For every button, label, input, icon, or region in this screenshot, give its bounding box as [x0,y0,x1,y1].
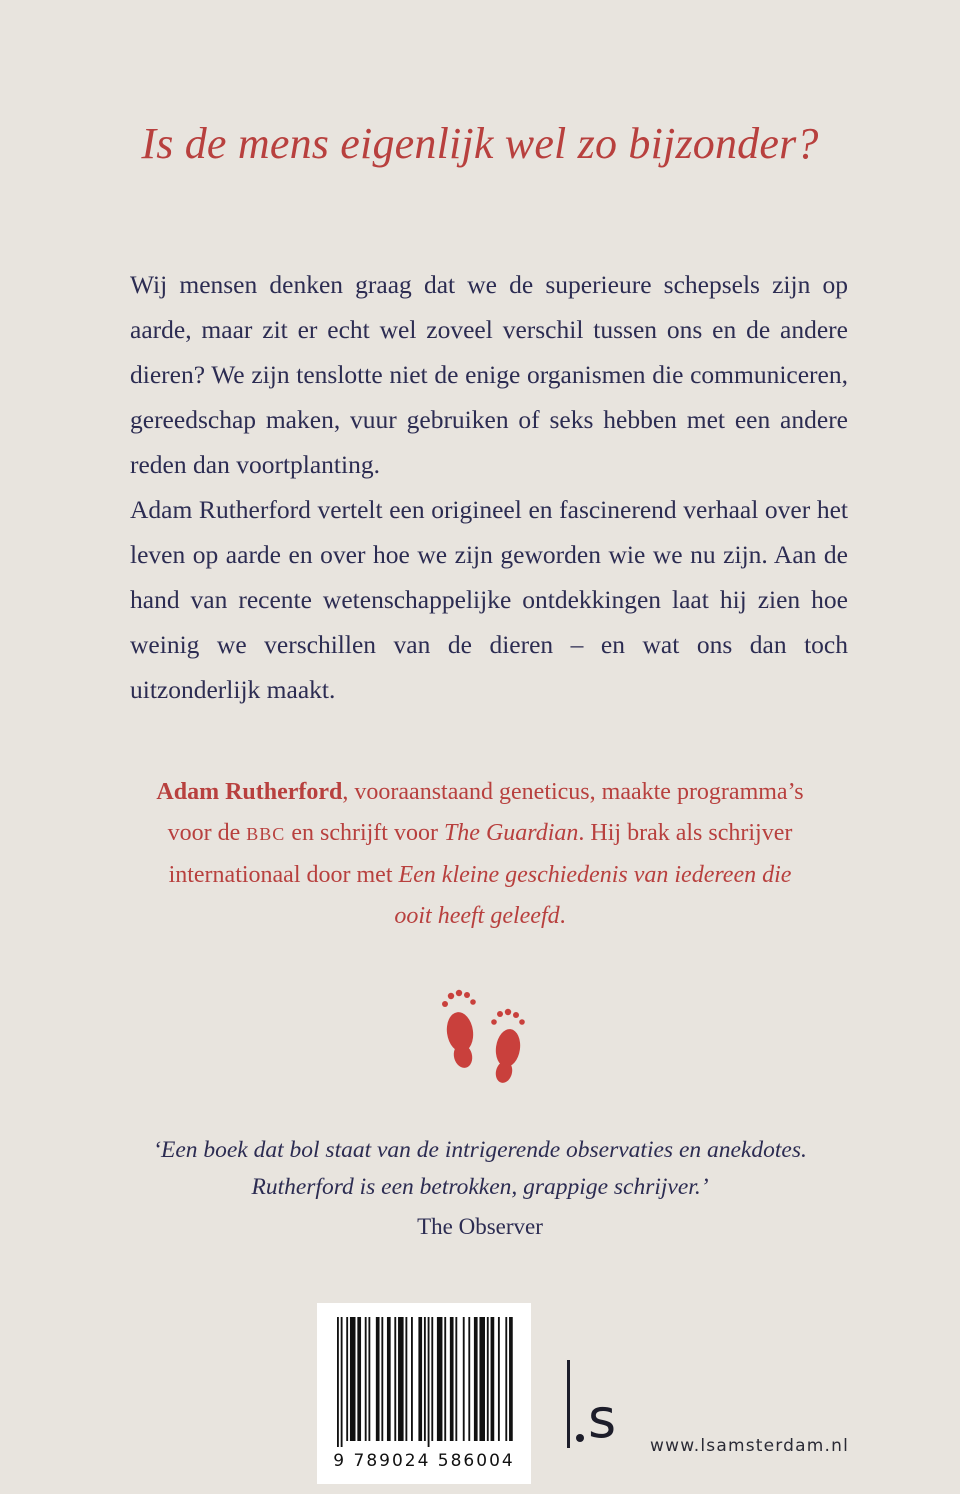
quote-line-2: Rutherford is een betrokken, grappige schrijver.’ [251,1174,709,1200]
barcode-bar [346,1317,348,1441]
bio-text-1: , vooraanstaand geneticus, maakte programma’s voor de [167,779,804,846]
quote-source: The Observer [417,1214,543,1239]
barcode-bar [437,1317,443,1441]
publisher-logo [560,1360,640,1460]
bio-previous-book: Een kleine geschiedenis van iedereen die ooit heeft geleefd [394,862,792,929]
publisher-url[interactable]: www.lsamsterdam.nl [650,1436,850,1456]
review-quote [0,1132,960,1245]
barcode-bar [387,1317,391,1441]
barcode-bar [474,1317,478,1441]
barcode-bar [405,1317,407,1441]
barcode-bar [357,1317,361,1441]
barcode-bar [376,1317,380,1441]
logo-dot [576,1434,584,1442]
barcode-bar [424,1317,426,1441]
barcode-bar [394,1317,396,1441]
barcode-bar [468,1317,470,1441]
barcode-bar [498,1317,500,1441]
barcode-bar [381,1317,383,1441]
author-name: Adam Rutherford [156,779,343,805]
bio-newspaper: The Guardian [443,820,579,846]
barcode-bar [450,1317,454,1441]
logo-letter: s [588,1387,617,1450]
barcode-bar [398,1317,404,1441]
bio-text-2: en schrijft voor [285,820,444,846]
blurb-paragraph-1: Wij mensen denken graag dat we de superieure schepsels zijn op aarde, maar zit er echt wel zoveel verschil tussen ons en de andere dieren? We zijn tenslotte niet de enige organismen die communiceren, gereedschap maken, vuur gebruiken of seks hebben met een andere reden dan voortplanting. [130,270,848,479]
barcode-bar [368,1317,370,1441]
barcode-bar [444,1317,446,1441]
barcode-bars [335,1317,513,1447]
barcode-bar [418,1317,422,1441]
logo-bar [567,1360,570,1448]
barcode-bar [350,1317,356,1441]
quote-line-1: ‘Een boek dat bol staat van de intrigerende observaties en anekdotes. [153,1137,807,1163]
bio-text-3: . Hij brak als schrijver internationaal door met [168,820,793,888]
barcode-bar [431,1317,433,1441]
headline: Is de mens eigenlijk wel zo bijzonder? [141,119,819,168]
bio-text-4: . [559,903,566,929]
barcode-bar [491,1317,495,1441]
barcode-bar [365,1317,367,1441]
author-bio [150,772,810,937]
barcode-bar [487,1317,489,1441]
blurb [130,262,848,712]
bio-broadcaster: BBC [246,824,286,844]
barcode-bar [463,1317,465,1441]
barcode-bar [479,1317,485,1441]
barcode-bar [509,1317,513,1441]
barcode-bar [411,1317,413,1441]
blurb-paragraph-2: Adam Rutherford vertelt een origineel en fascinerend verhaal over het leven op aarde en over hoe we zijn geworden wie we nu zijn. Aan de hand van recente wetenschappelijke ontdekkingen laat hij zien hoe weinig we verschillen van de dieren – en wat ons dan toch uitzonderlijk maakt. [130,495,848,704]
barcode [317,1303,531,1484]
handprints-icon [430,982,540,1092]
barcode-bar [505,1317,507,1441]
barcode-bar [337,1317,339,1447]
barcode-bar [341,1317,343,1447]
barcode-bar [455,1317,457,1441]
barcode-bar [428,1317,430,1447]
isbn-number: 9 789024 586004 [333,1451,515,1471]
